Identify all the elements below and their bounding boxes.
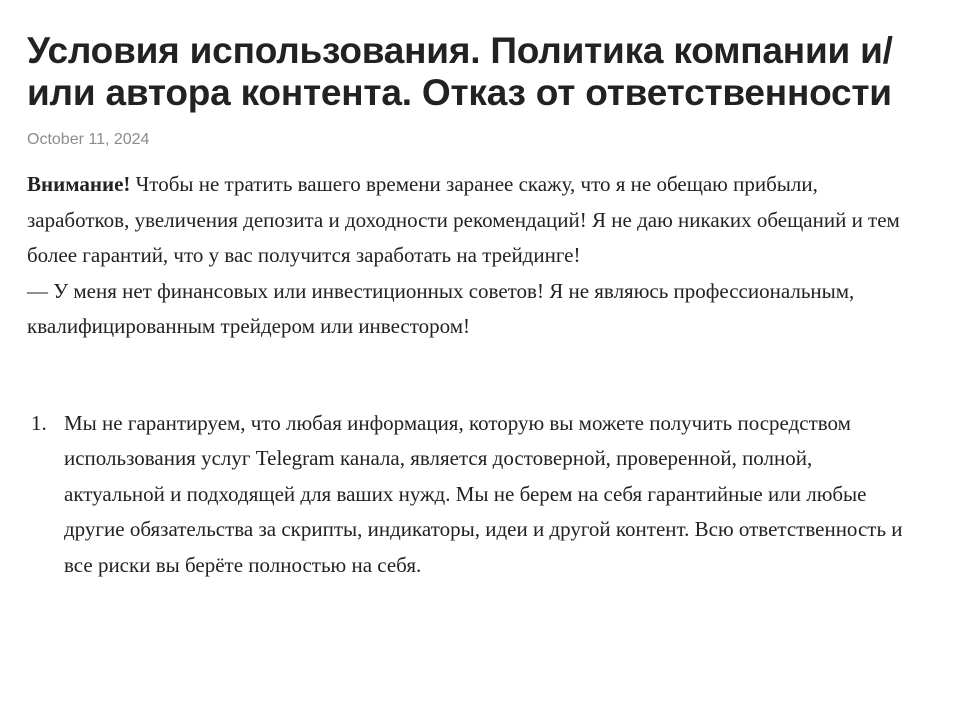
intro-paragraph [27,167,907,345]
article-title: Условия использования. Политика компании и/или автора контента. Отказ от ответственности [27,30,893,113]
rules-list [27,406,907,584]
warning-label: Внимание! [27,172,131,196]
list-item-number: 1. [31,410,47,435]
publish-date: October 11, 2024 [27,131,150,148]
article [27,30,927,583]
disclaimer-text: — У меня нет финансовых или инвестиционных советов! Я не являюсь профессиональным, квалифицированным трейдером или инвестором! [27,278,855,338]
warning-text: Чтобы не тратить вашего времени заранее скажу, что я не обещаю прибыли, заработков, увеличения депозита и доходности рекомендаций! Я не даю никаких обещаний и тем более гарантий, что у вас получится заработать на трейдинге! [27,172,900,267]
list-item [27,406,907,584]
list-item-text: Мы не гарантируем, что любая информация, которую вы можете получить посредством использования услуг Telegram канала, является достоверной, проверенной, полной, актуальной и подходящей для ваших нужд. Мы не берем на себя гарантийные или любые другие обязательства за скрипты, индикаторы, идеи и другой контент. Всю ответственность и все риски вы берёте полностью на себя. [64,410,903,577]
